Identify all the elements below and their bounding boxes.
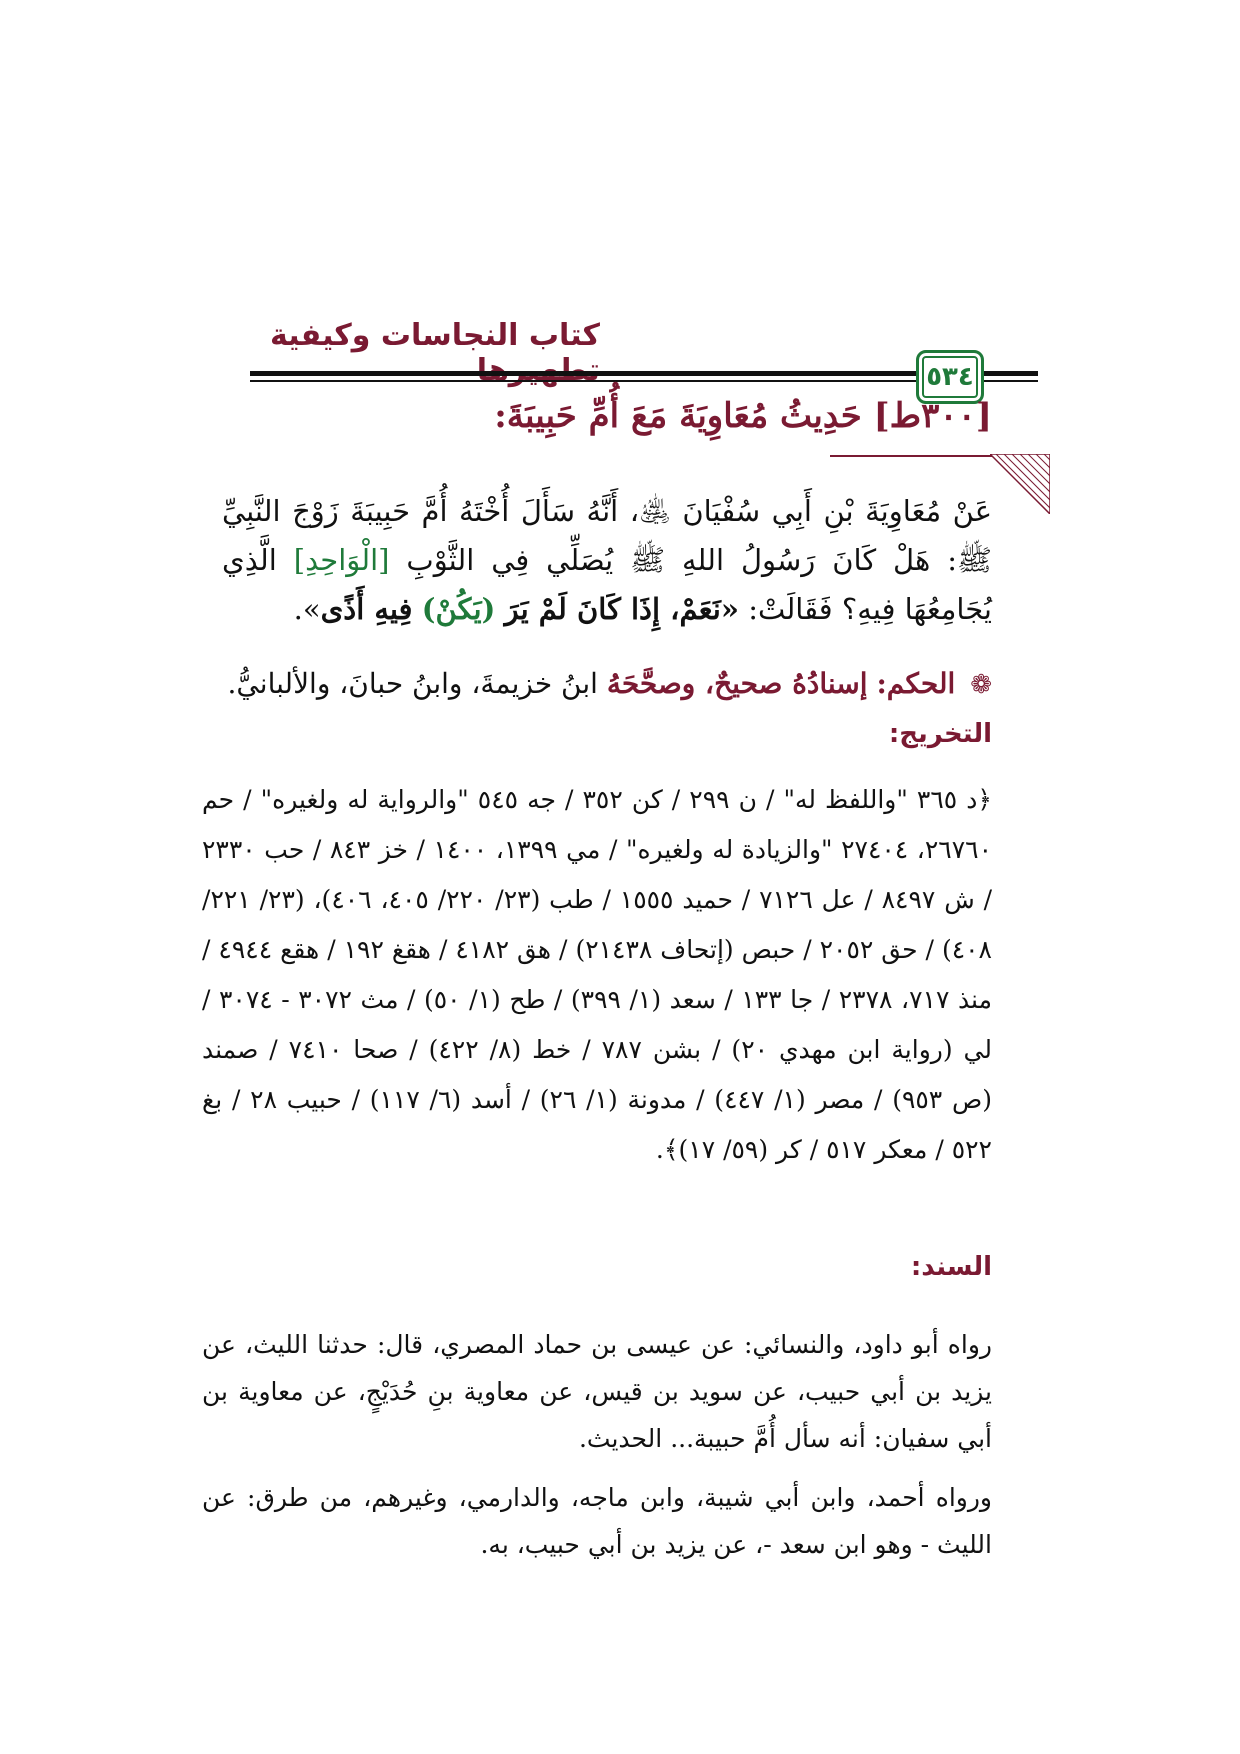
ruling-authorities: ابنُ خزيمةَ، وابنُ حبانَ، والألبانيُّ. [227, 667, 598, 700]
sanad-heading: السند: [910, 1252, 992, 1282]
hadith-variant-2: (يَكُنْ) [421, 592, 496, 626]
hadith-text [222, 487, 992, 634]
ruling-verdict: إسنادُهُ صحيحٌ، وصحَّحَهُ [606, 667, 868, 700]
quote-open: « [720, 592, 739, 626]
ruling-label: الحكم: [876, 667, 956, 700]
page-number: ٥٣٤ [926, 362, 974, 392]
hadith-variant-1: [الْوَاحِدِ] [293, 543, 390, 577]
takhrij-heading: التخريج: [888, 719, 992, 749]
corner-ornament-icon [990, 454, 1050, 514]
quote-close: ». [293, 592, 321, 626]
hadith-part-2: الَّذِي يُجَامِعُهَا فِيهِ؟ فَقَالَتْ: [222, 543, 992, 626]
running-header-title: كتاب النجاسات وكيفية [270, 318, 600, 353]
sanad-paragraph-2: ورواه أحمد، وابن أبي شيبة، وابن ماجه، والدارمي، وغيرهم، من طرق: عن الليث - وهو ابن سعد -، عن يزيد بن أبي حبيب، به. [202, 1483, 992, 1559]
hadith-answer-1: نَعَمْ، إِذَا كَانَ لَمْ يَرَ [504, 592, 721, 626]
hadith-part-1: عَنْ مُعَاوِيَةَ بْنِ أَبِي سُفْيَانَ ﵁، أَنَّهُ سَأَلَ أُخْتَهُ أُمَّ حَبِيبَةَ زَوْجَ النَّبِيِّ ﷺ: هَلْ كَانَ رَسُولُ اللهِ ﷺ يُصَلِّي فِي الثَّوْبِ [222, 494, 993, 577]
sanad-paragraph-1: رواه أبو داود، والنسائي: عن عيسى بن حماد المصري، قال: حدثنا الليث، عن يزيد بن أبي حبيب، عن سويد بن قيس، عن معاوية بنِ حُدَيْجٍ، عن معاوية بن أبي سفيان: أنه سأل أُمَّ حبيبة... الحديث. [202, 1330, 992, 1453]
takhrij-text: ﴿د ٣٦٥ "واللفظ له" / ن ٢٩٩ / كن ٣٥٢ / جه ٥٤٥ "والرواية له ولغيره" / حم ٢٦٧٦٠، ٢٧٤٠٤ "والزيادة له ولغيره" / مي ١٣٩٩، ١٤٠٠ / خز ٨٤٣ / حب ٢٣٣٠ / ش ٨٤٩٧ / عل ٧١٢٦ / حميد ١٥٥٥ / طب (٢٣/ ٢٢٠/ ٤٠٥، ٤٠٦)، (٢٣/ ٢٢١/ ٤٠٨) / حق ٢٠٥٢ / حبص (إتحاف ٢١٤٣٨) / هق ٤١٨٢ / هقغ ١٩٢ / هقع ٤٩٤٤ / منذ ٧١٧، ٢٣٧٨ / جا ١٣٣ / سعد (١/ ٣٩٩) / طح (١/ ٥٠) / مث ٣٠٧٢ - ٣٠٧٤ / لي (رواية ابن مهدي ٢٠) / بشن ٧٨٧ / خط (٨/ ٤٢٢) / صحا ٧٤١٠ / صمند (ص ٩٥٣) / مصر (١/ ٤٤٧) / مدونة (١/ ٢٦) / أسد (٦/ ١١٧) / حبيب ٢٨ / بغ ٥٢٢ / معكر ٥١٧ / كر (٥٩/ ١٧)﴾. [202, 785, 993, 1164]
header-rule-right-thick [983, 371, 1018, 374]
ruling-line [202, 664, 992, 705]
flower-ornament-icon: ❁ [970, 670, 992, 700]
header-rule-right-thin [983, 380, 1018, 382]
section-heading: [٣٠٠ط] حَدِيثُ مُعَاوِيَةَ مَعَ أُمِّ حَبِيبَةَ: [494, 396, 992, 436]
hadith-answer-2: فِيهِ أَذًى [320, 592, 413, 626]
